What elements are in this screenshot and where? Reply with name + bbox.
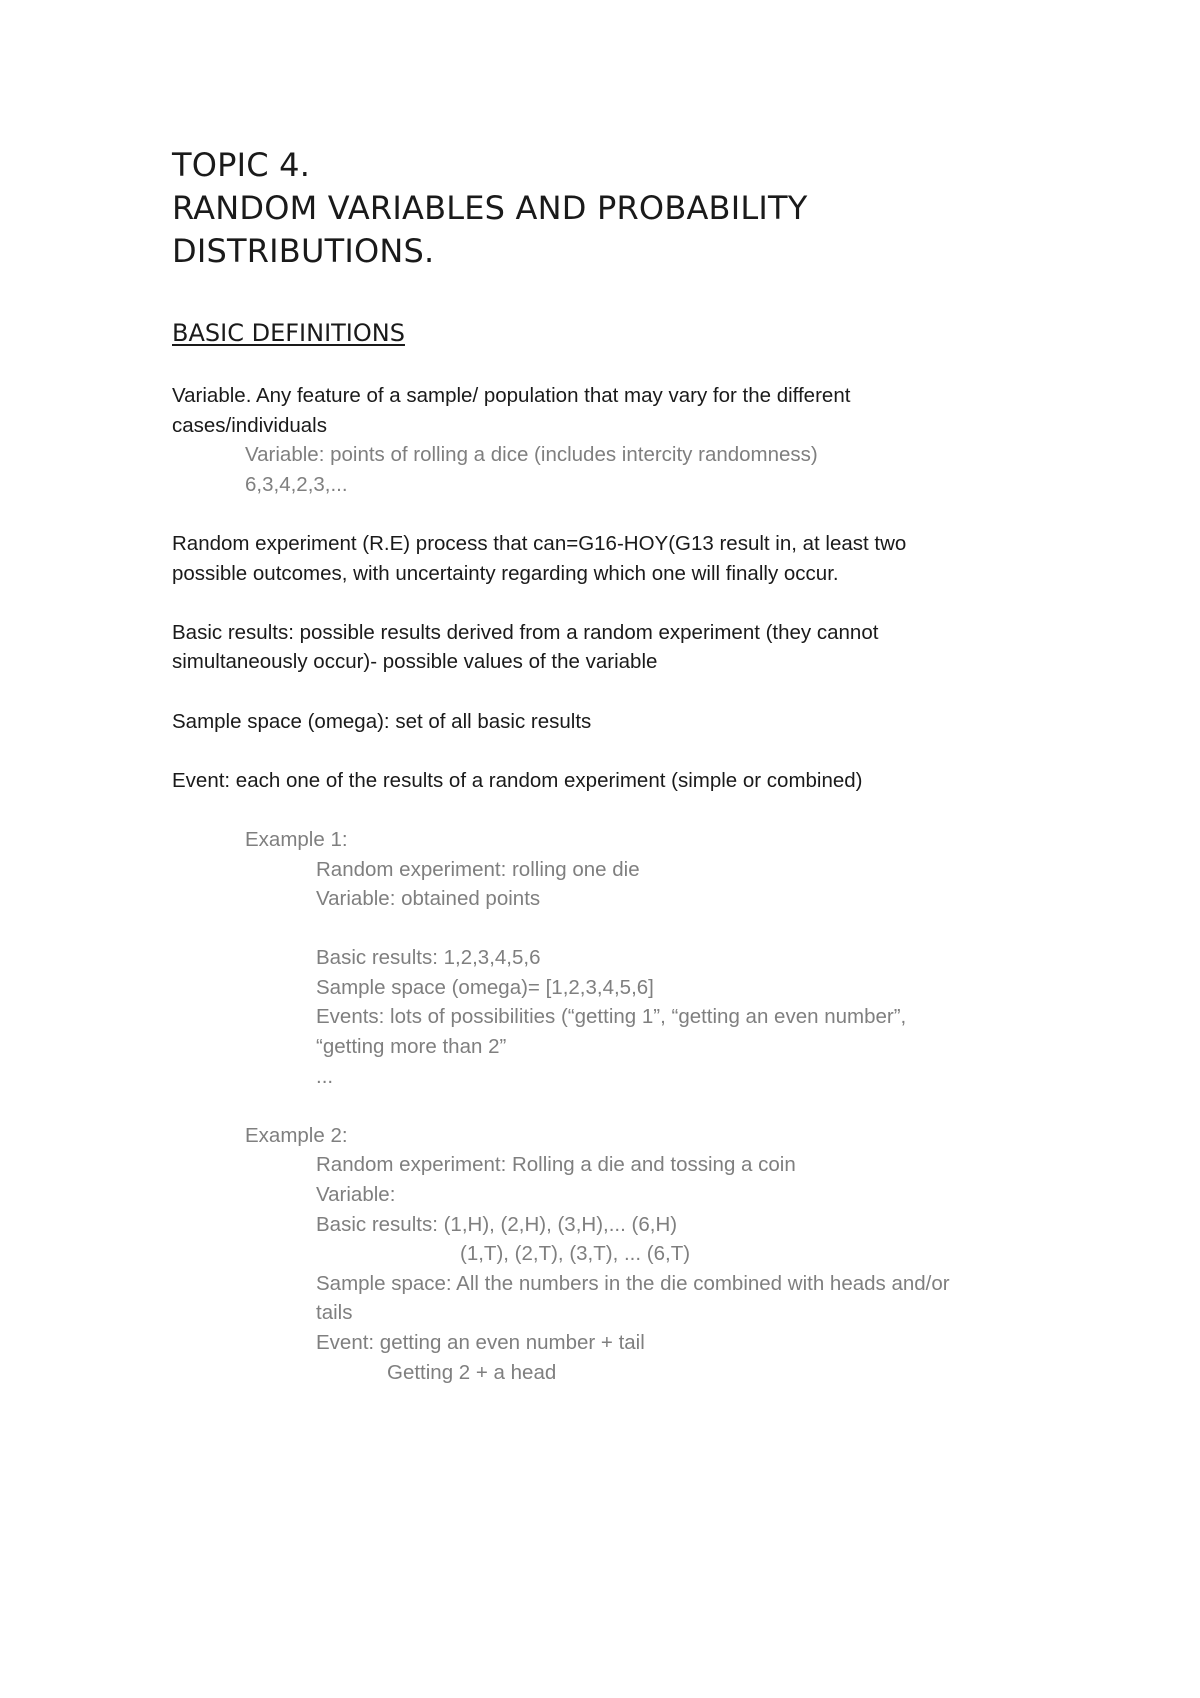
example1-ellipsis: ...	[316, 1064, 334, 1088]
event-definition: Event: each one of the results of a random experiment (simple or combined)	[172, 768, 863, 792]
section-heading-basic-definitions: BASIC DEFINITIONS	[172, 319, 405, 347]
title-line-main-cont: DISTRIBUTIONS.	[172, 232, 435, 270]
example1-random-experiment: Random experiment: rolling one die	[316, 857, 640, 881]
spacer	[172, 736, 1072, 766]
spacer	[172, 588, 1072, 618]
spacer	[172, 914, 1072, 944]
example1-label: Example 1:	[245, 827, 348, 851]
example2-event-line1: Event: getting an even number + tail	[316, 1331, 645, 1354]
example1-events-line1: Events: lots of possibilities (“getting 1”, “getting an even number”,	[316, 1005, 907, 1029]
spacer	[172, 1091, 1072, 1121]
example2-sample-space-line2: tails	[316, 1301, 353, 1325]
example1-variable: Variable: obtained points	[316, 887, 541, 911]
example2-variable: Variable:	[316, 1183, 396, 1207]
title-line-topic: TOPIC 4.	[172, 146, 311, 184]
example1-sample-space: Sample space (omega)= [1,2,3,4,5,6]	[316, 975, 654, 999]
example2-event-line2: Getting 2 + a head	[387, 1360, 557, 1384]
variable-definition-line2: cases/individuals	[172, 413, 327, 437]
random-experiment-line1: Random experiment (R.E) process that can=G16-HOY(G13 result in, at least two	[172, 531, 907, 555]
variable-note-line1: Variable: points of rolling a dice (includes intercity randomness)	[245, 443, 818, 467]
spacer	[172, 795, 1072, 825]
spacer	[172, 499, 1072, 529]
spacer	[172, 677, 1072, 707]
basic-results-line1: Basic results: possible results derived from a random experiment (they cannot	[172, 620, 879, 644]
example2-basic-results-line1: Basic results: (1,H), (2,H), (3,H),... (6,H)	[316, 1212, 678, 1236]
example1-events-line2: “getting more than 2”	[316, 1035, 507, 1059]
document-title	[172, 144, 1132, 273]
random-experiment-line2: possible outcomes, with uncertainty regarding which one will finally occur.	[172, 561, 839, 585]
example2-random-experiment: Random experiment: Rolling a die and tossing a coin	[316, 1153, 796, 1177]
example2-sample-space-line1: Sample space: All the numbers in the die combined with heads and/or	[316, 1271, 950, 1295]
example2-label: Example 2:	[245, 1123, 348, 1147]
sample-space-definition: Sample space (omega): set of all basic results	[172, 709, 592, 733]
example2-basic-results-line2: (1,T), (2,T), (3,T), ... (6,T)	[460, 1242, 691, 1266]
title-line-main: RANDOM VARIABLES AND PROBABILITY	[172, 189, 808, 227]
example1-basic-results: Basic results: 1,2,3,4,5,6	[316, 946, 541, 970]
basic-results-line2: simultaneously occur)- possible values of the variable	[172, 650, 658, 674]
variable-definition-line1: Variable. Any feature of a sample/ population that may vary for the different	[172, 384, 851, 407]
document-body	[172, 381, 1072, 1387]
variable-note-line2: 6,3,4,2,3,...	[245, 472, 348, 496]
